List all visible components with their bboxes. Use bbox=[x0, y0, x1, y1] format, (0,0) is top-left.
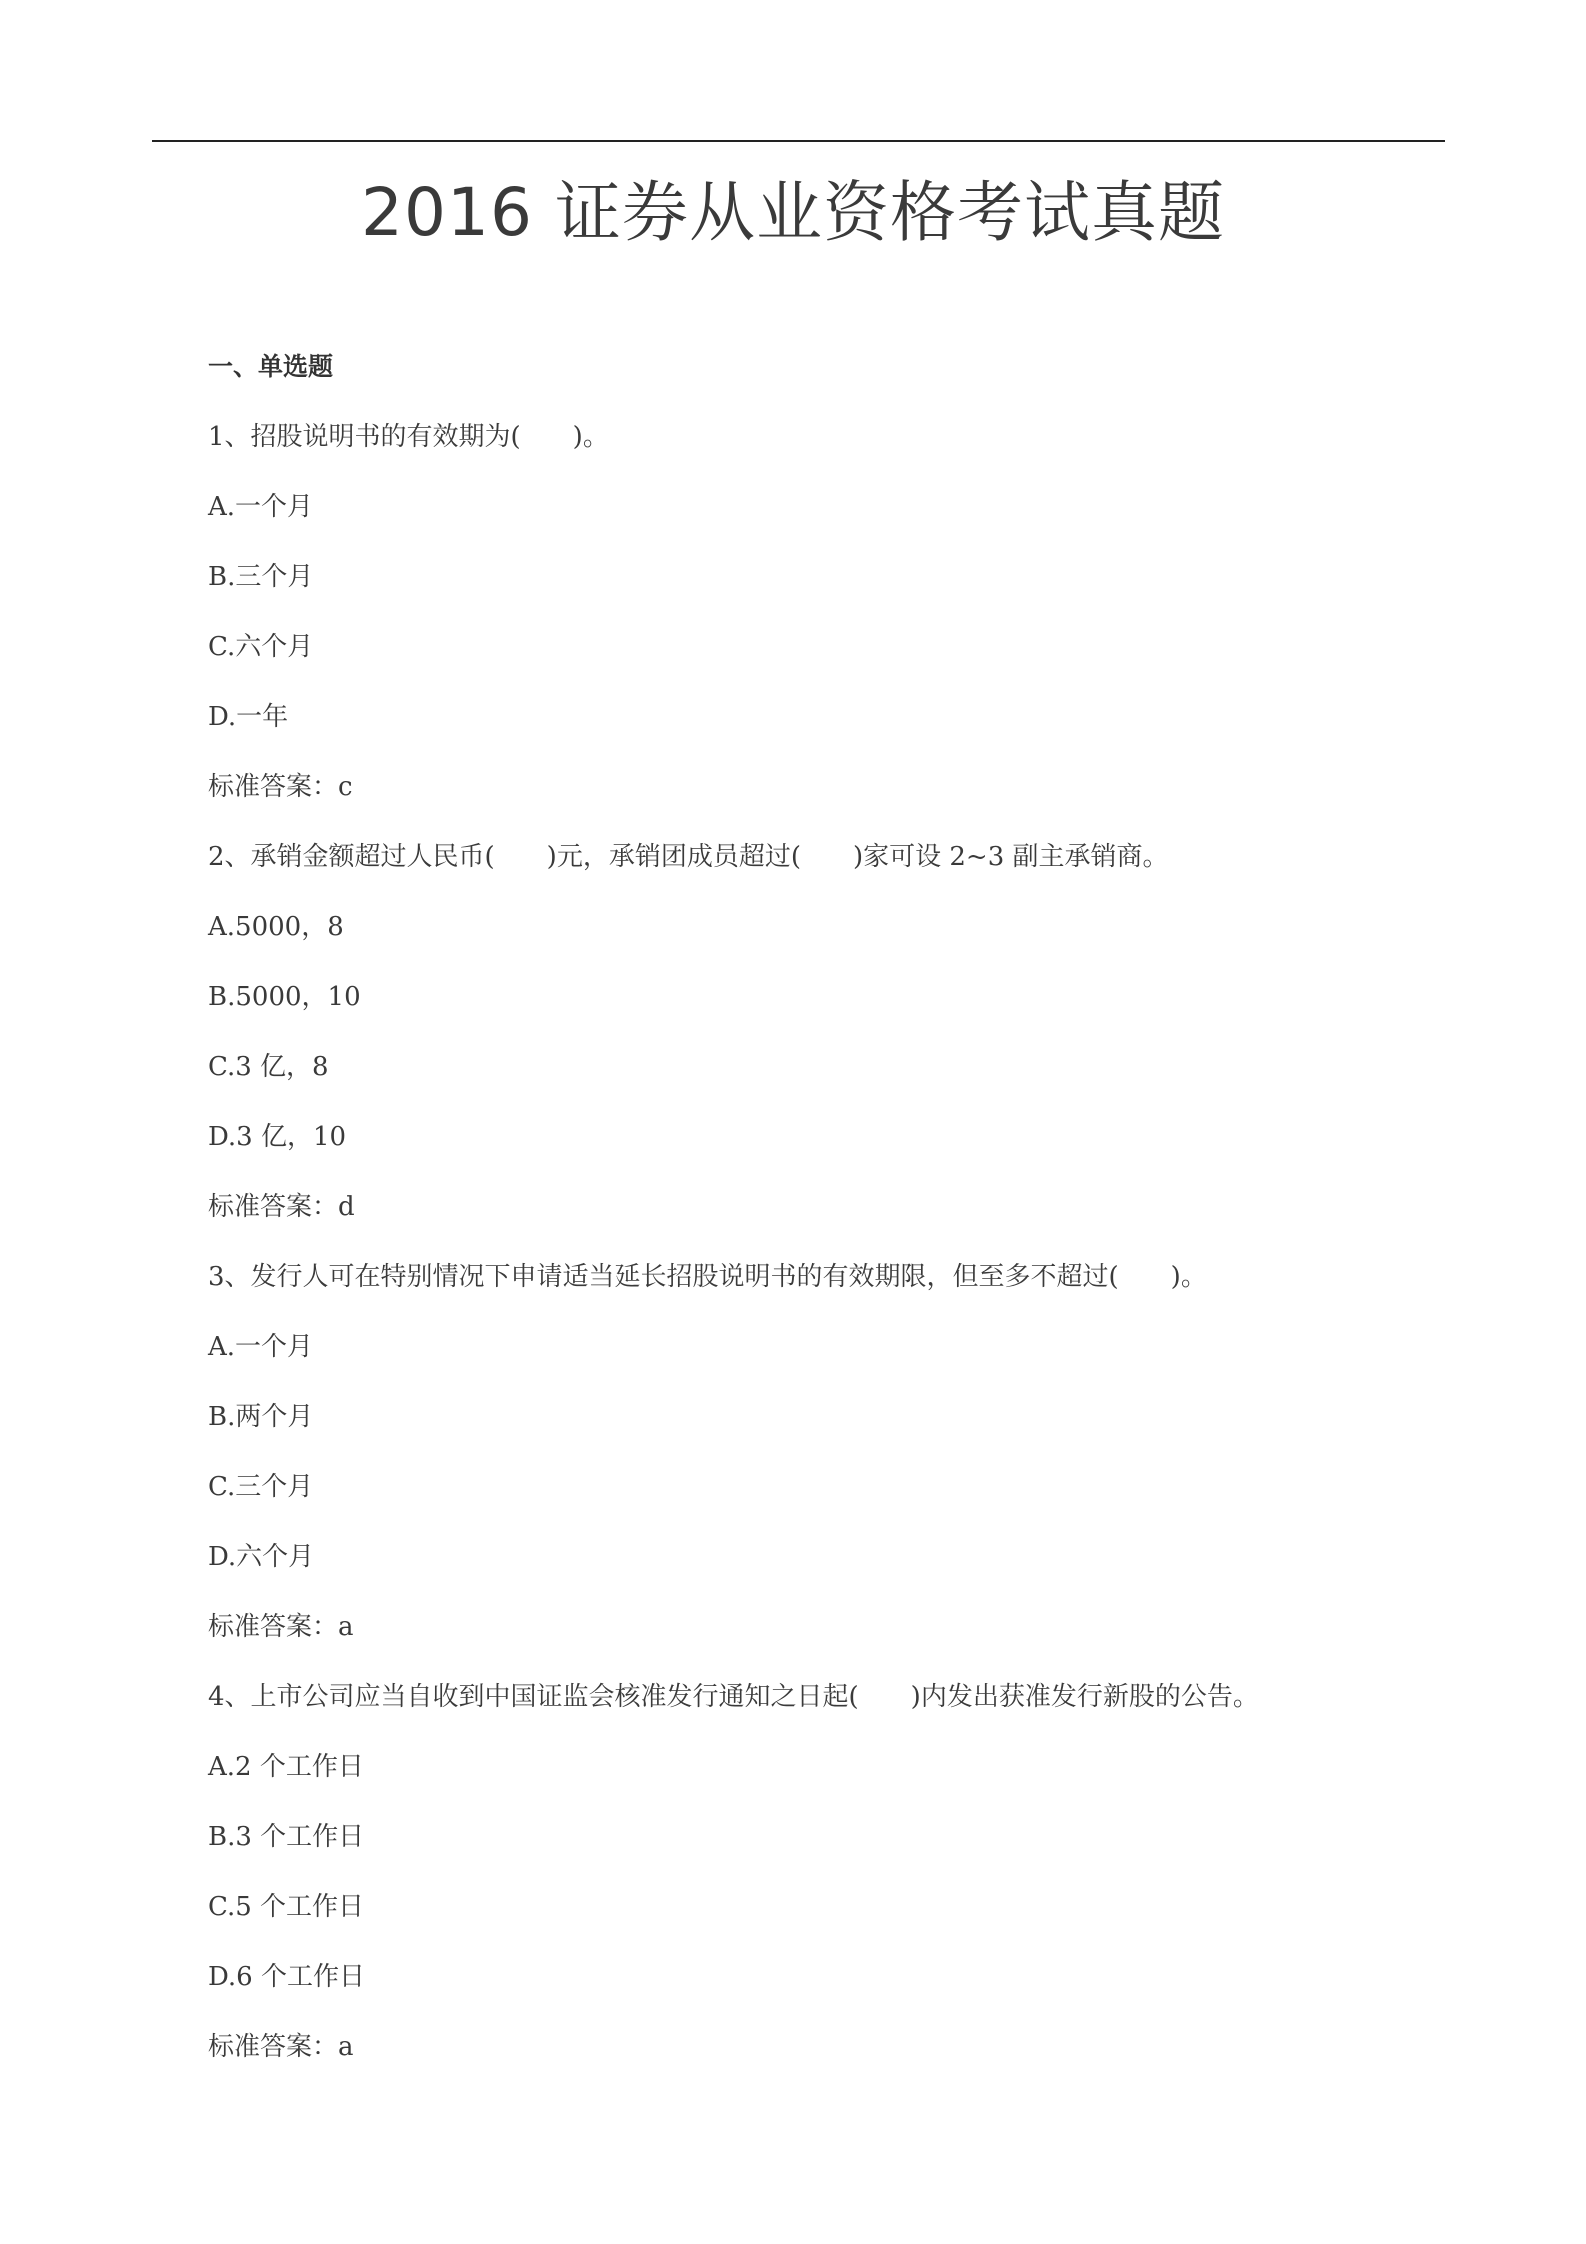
option-a: A.一个月 bbox=[208, 1332, 314, 1362]
option-d: D.一年 bbox=[208, 702, 289, 732]
option-c: C.六个月 bbox=[208, 632, 314, 662]
question-3 bbox=[208, 1242, 1408, 1662]
standard-answer: 标准答案：c bbox=[208, 772, 353, 802]
question-stem: 3、发行人可在特别情况下申请适当延长招股说明书的有效期限，但至多不超过( )。 bbox=[208, 1262, 1207, 1292]
document-body bbox=[208, 332, 1408, 2082]
option-b: B.两个月 bbox=[208, 1402, 314, 1432]
question-stem: 4、上市公司应当自收到中国证监会核准发行通知之日起( )内发出获准发行新股的公告。 bbox=[208, 1682, 1259, 1712]
question-stem: 1、招股说明书的有效期为( )。 bbox=[208, 422, 609, 452]
option-c: C.5 个工作日 bbox=[208, 1892, 365, 1922]
option-b: B.3 个工作日 bbox=[208, 1822, 365, 1852]
option-a: A.2 个工作日 bbox=[208, 1752, 364, 1782]
option-b: B.5000，10 bbox=[208, 982, 361, 1012]
option-d: D.3 亿，10 bbox=[208, 1122, 347, 1152]
standard-answer: 标准答案：a bbox=[208, 2032, 354, 2062]
option-c: C.三个月 bbox=[208, 1472, 314, 1502]
question-stem: 2、承销金额超过人民币( )元，承销团成员超过( )家可设 2~3 副主承销商。 bbox=[208, 842, 1169, 872]
option-d: D.六个月 bbox=[208, 1542, 315, 1572]
option-b: B.三个月 bbox=[208, 562, 314, 592]
question-2 bbox=[208, 822, 1408, 1242]
option-a: A.一个月 bbox=[208, 492, 314, 522]
standard-answer: 标准答案：d bbox=[208, 1192, 355, 1222]
header-rule bbox=[152, 140, 1445, 142]
option-d: D.6 个工作日 bbox=[208, 1962, 365, 1992]
section-heading: 一、单选题 bbox=[208, 352, 334, 381]
question-1 bbox=[208, 402, 1408, 822]
option-c: C.3 亿，8 bbox=[208, 1052, 329, 1082]
question-4 bbox=[208, 1662, 1408, 2082]
standard-answer: 标准答案：a bbox=[208, 1612, 354, 1642]
option-a: A.5000，8 bbox=[208, 912, 344, 942]
document-title: 2016 证券从业资格考试真题 bbox=[361, 174, 1225, 251]
